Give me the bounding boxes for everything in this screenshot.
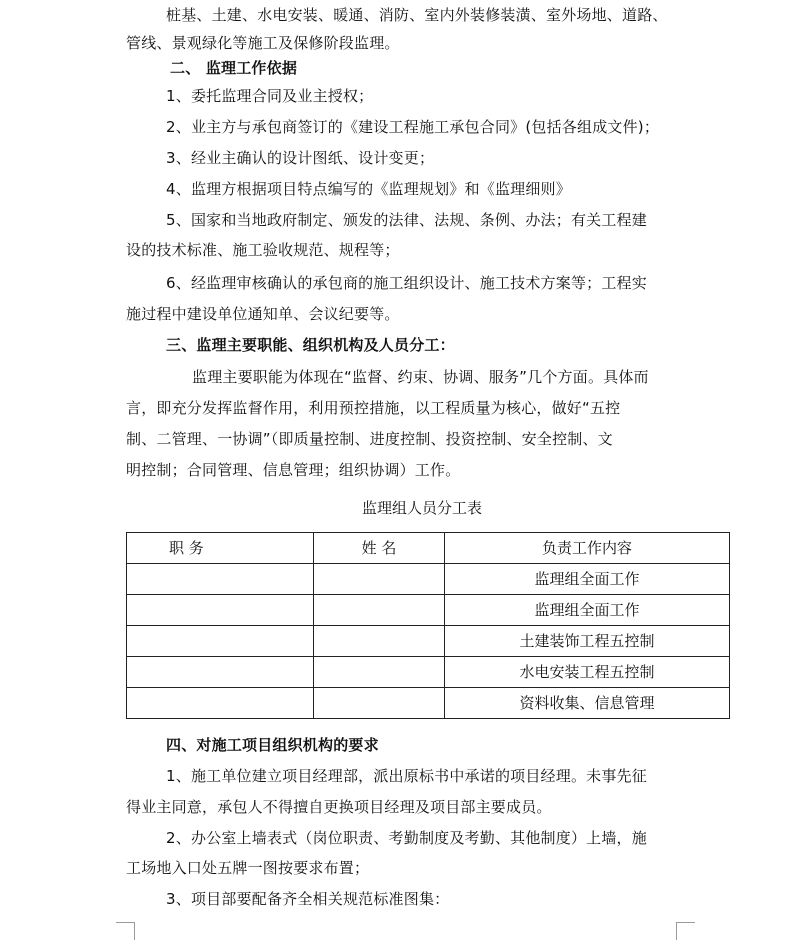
paragraph-line: 6、经监理审核确认的承包商的施工组织设计、施工技术方案等；工程实 [166,274,647,292]
table-row [127,595,730,626]
paragraph-line: 工场地入口处五牌一图按要求布置； [126,859,370,877]
section-heading: 四、对施工项目组织机构的要求 [166,736,379,754]
cell-name [314,657,445,688]
paragraph-line: 设的技术标准、施工验收规范、规程等； [126,241,400,259]
table-row [127,564,730,595]
paragraph-line: 3、项目部要配备齐全相关规范标准图集： [166,890,450,908]
cell-duty: 土建装饰工程五控制 [445,626,730,657]
table-caption: 监理组人员分工表 [361,499,482,517]
paragraph-line: 3、经业主确认的设计图纸、设计变更； [166,149,435,167]
paragraph-line: 桩基、土建、水电安装、暖通、消防、室内外装修装潢、室外场地、道路、 [166,6,668,24]
paragraph-line: 5、国家和当地政府制定、颁发的法律、法规、条例、办法；有关工程建 [166,211,647,229]
cell-duty: 资料收集、信息管理 [445,688,730,719]
paragraph-line: 得业主同意，承包人不得擅自更换项目经理及项目部主要成员。 [126,798,552,816]
cell-position [127,595,314,626]
section-heading: 三、监理主要职能、组织机构及人员分工： [166,336,455,354]
cell-duty: 监理组全面工作 [445,564,730,595]
page-margin-corner-mark [676,922,695,940]
table-row [127,626,730,657]
table-row [127,688,730,719]
paragraph-line: 1、施工单位建立项目经理部，派出原标书中承诺的项目经理。未事先征 [166,767,647,785]
paragraph-line: 1、委托监理合同及业主授权； [166,87,374,105]
cell-name [314,688,445,719]
cell-name [314,564,445,595]
paragraph-line: 施过程中建设单位通知单、会议纪要等。 [126,305,400,323]
paragraph-line: 2、办公室上墙表式（岗位职责、考勤制度及考勤、其他制度）上墙，施 [166,829,647,847]
cell-duty: 水电安装工程五控制 [445,657,730,688]
paragraph-line: 4、监理方根据项目特点编写的《监理规划》和《监理细则》 [166,180,571,198]
paragraph-line: 管线、景观绿化等施工及保修阶段监理。 [126,34,400,52]
header-duty: 负责工作内容 [445,533,730,564]
header-position: 职 务 [127,533,314,564]
cell-position [127,688,314,719]
staff-assignment-table [126,532,730,719]
paragraph-line: 言，即充分发挥监督作用，利用预控措施，以工程质量为核心，做好“五控 [126,399,621,417]
paragraph-line: 2、业主方与承包商签订的《建设工程施工承包合同》(包括各组成文件)； [166,118,660,136]
cell-position [127,626,314,657]
section-heading: 二、 监理工作依据 [170,59,298,77]
table-header-row [127,533,730,564]
table-row [127,657,730,688]
header-name: 姓 名 [314,533,445,564]
paragraph-line: 制、二管理、一协调”（即质量控制、进度控制、投资控制、安全控制、文 [126,430,613,448]
page-margin-corner-mark [116,922,135,940]
cell-name [314,626,445,657]
paragraph-line: 监理主要职能为体现在“监督、约束、协调、服务”几个方面。具体而 [192,368,649,386]
cell-position [127,657,314,688]
paragraph-line: 明控制；合同管理、信息管理；组织协调）工作。 [126,461,461,479]
cell-duty: 监理组全面工作 [445,595,730,626]
cell-name [314,595,445,626]
cell-position [127,564,314,595]
